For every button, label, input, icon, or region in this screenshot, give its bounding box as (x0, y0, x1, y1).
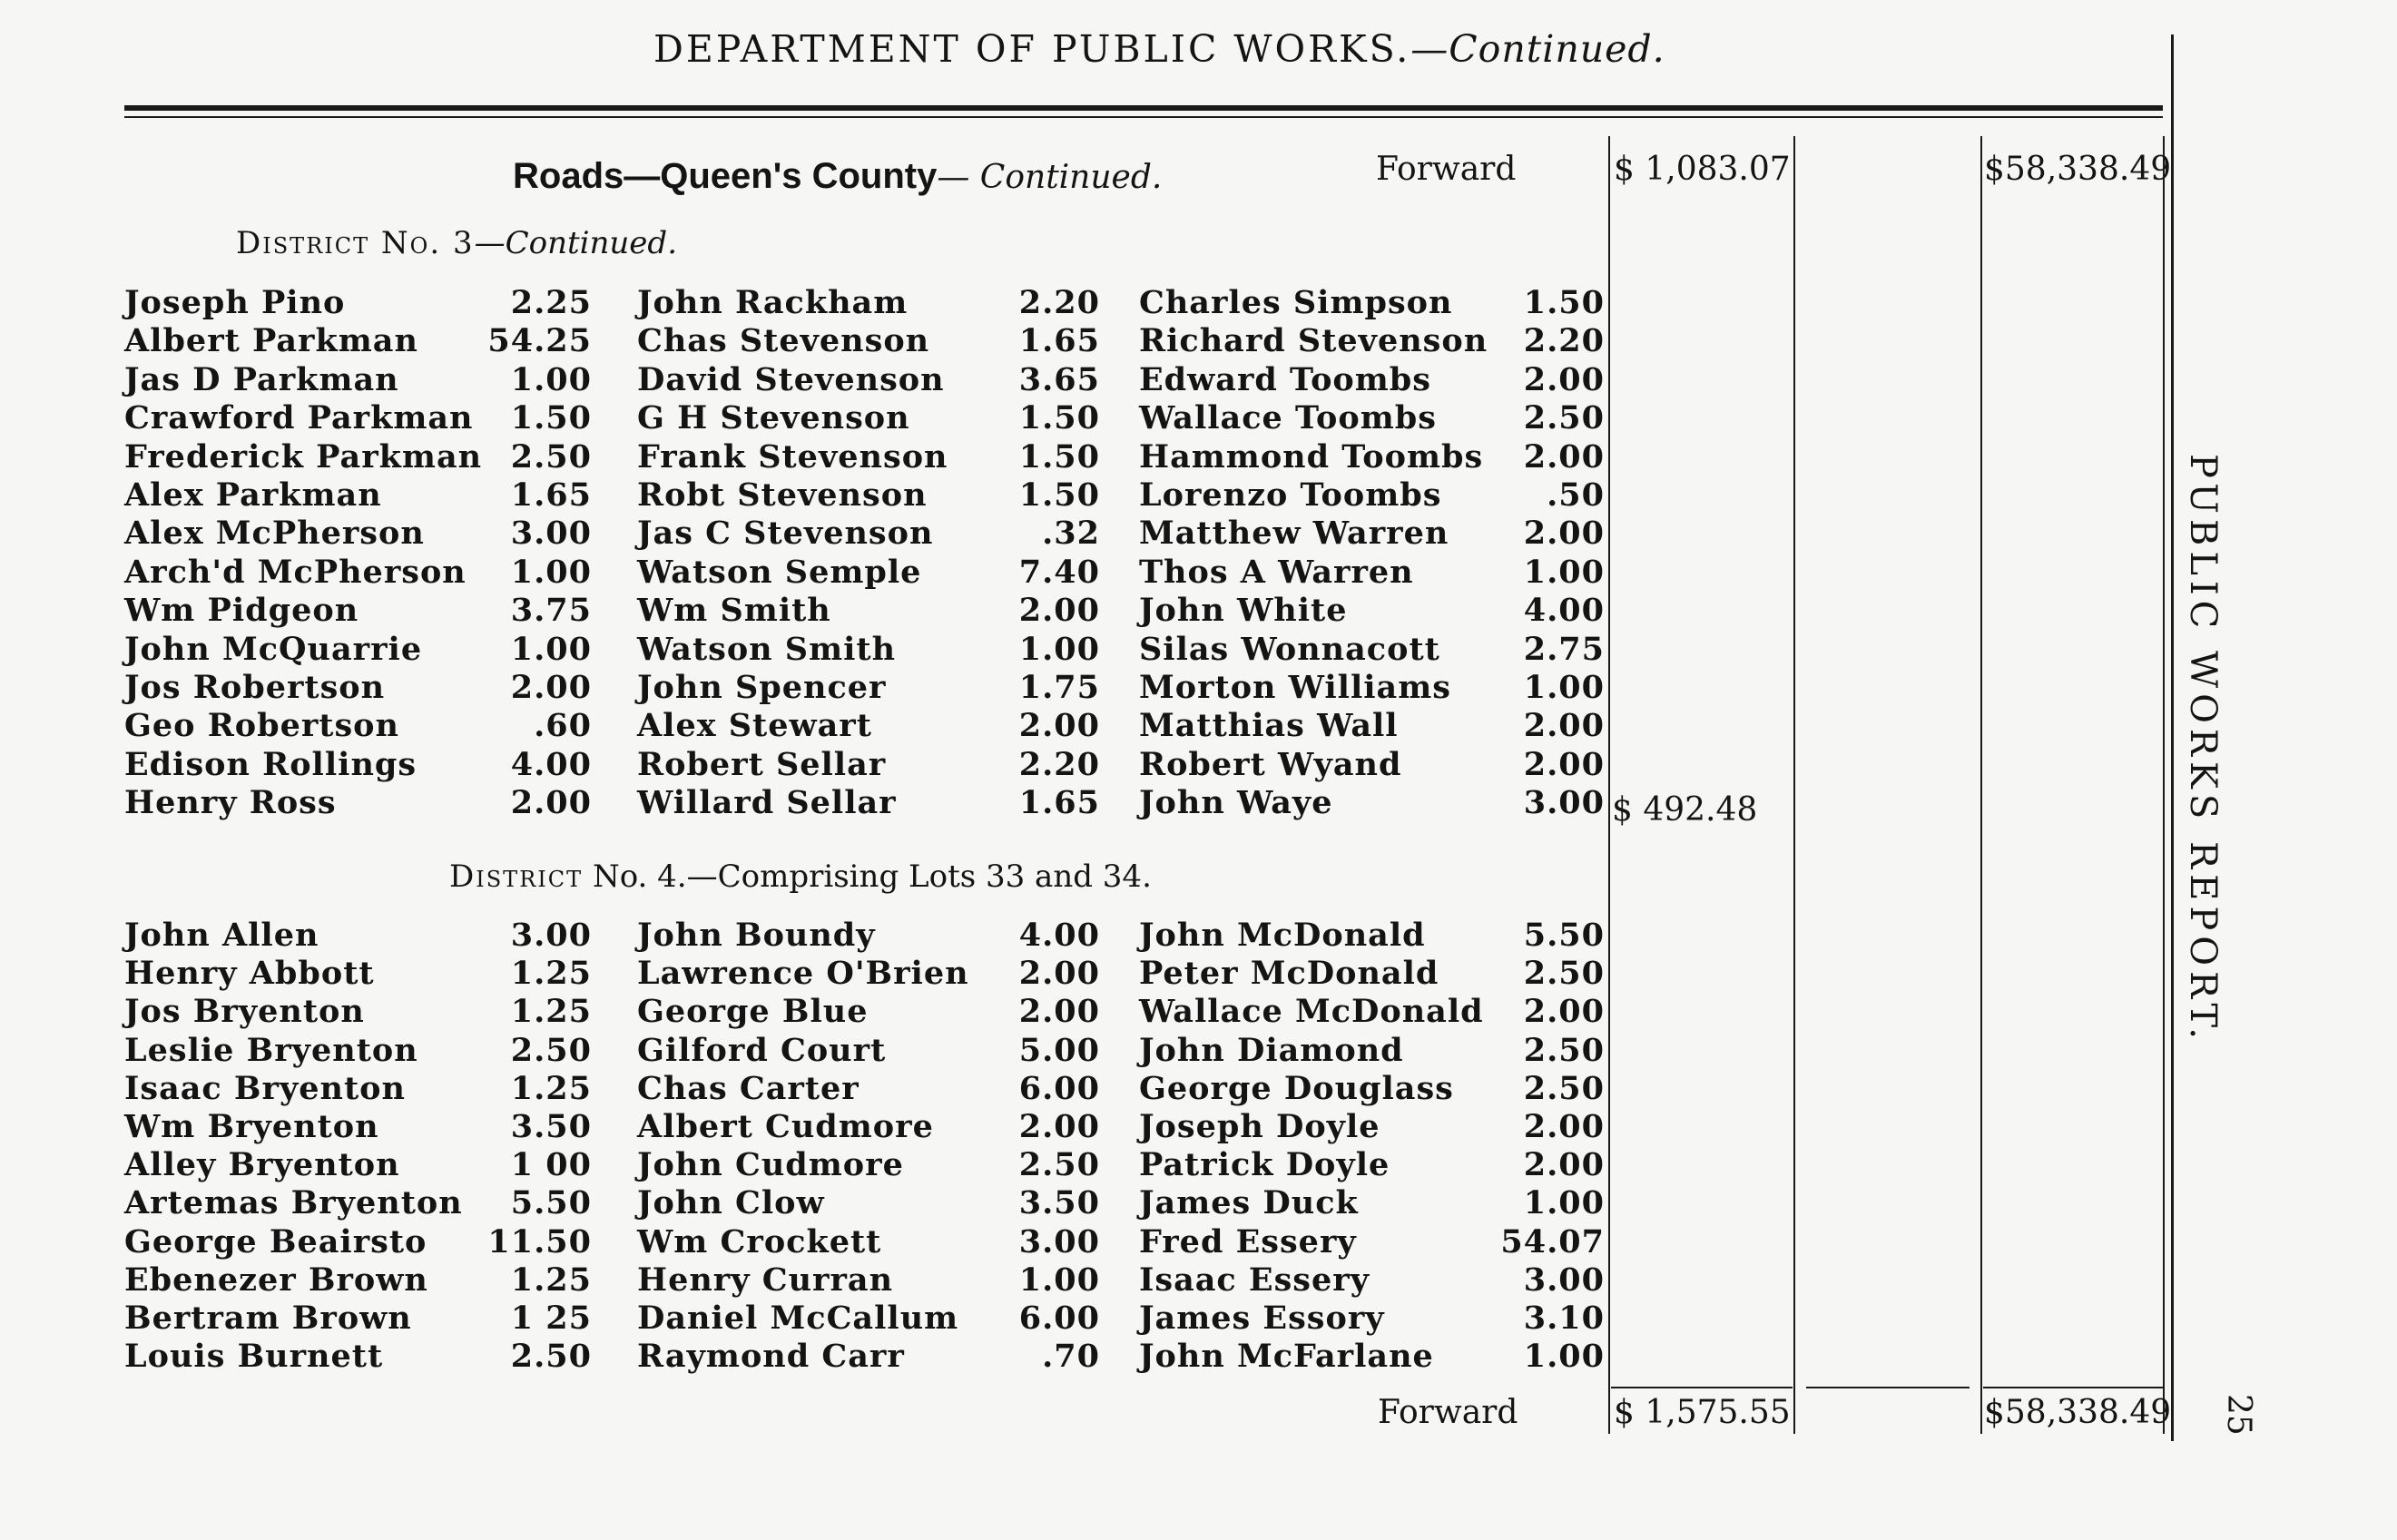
entry-name: Geo Robertson (124, 707, 399, 745)
entry-name: Jos Robertson (124, 669, 386, 706)
entry-amount: 2.00 (1523, 1146, 1605, 1184)
entry-amount: .70 (1042, 1338, 1100, 1376)
entry-amount: 2.00 (1018, 993, 1100, 1031)
entry-name: Jas C Stevenson (637, 515, 934, 553)
entry-amount: 2.50 (1523, 1031, 1605, 1069)
entry-name: Joseph Doyle (1139, 1108, 1380, 1145)
district3-subtotal: $ 492.48 (1612, 791, 1758, 829)
list-item (637, 476, 1100, 515)
entry-name: Frank Stevenson (637, 437, 948, 476)
entry-name: Matthew Warren (1139, 515, 1449, 553)
list-item (124, 955, 592, 993)
entry-name: Wm Crockett (637, 1222, 882, 1260)
entry-amount: 54.25 (487, 322, 592, 360)
entry-name: Hammond Toombs (1139, 437, 1484, 476)
entry-amount: 2.50 (510, 1031, 592, 1069)
list-item (1139, 746, 1605, 784)
list-item (124, 1146, 592, 1184)
entry-name: Henry Ross (124, 784, 337, 822)
entry-name: Lorenzo Toombs (1139, 476, 1442, 514)
entry-amount: 1.25 (510, 955, 592, 993)
list-item (124, 1338, 592, 1376)
entry-name: John Clow (637, 1184, 825, 1222)
entry-name: Albert Cudmore (637, 1108, 934, 1145)
entry-amount: 2.00 (510, 784, 592, 822)
entry-amount: 2.00 (1523, 745, 1605, 783)
entry-name: Richard Stevenson (1139, 322, 1488, 360)
entry-amount: 1.50 (1018, 399, 1100, 437)
entry-amount: 3.00 (1018, 1222, 1100, 1260)
forward-top-label: Forward (1376, 151, 1517, 188)
entry-amount: 1.50 (510, 399, 592, 437)
entry-amount: 2.50 (510, 1338, 592, 1376)
entry-amount: 3.00 (1523, 784, 1605, 822)
side-running-title: PUBLIC WORKS REPORT. (2182, 454, 2224, 1045)
list-item (1139, 554, 1605, 592)
list-item (124, 1070, 592, 1108)
list-item (124, 476, 592, 515)
entry-amount: 2.00 (1523, 993, 1605, 1031)
entry-name: George Douglass (1139, 1069, 1454, 1107)
entry-name: Wallace Toombs (1139, 399, 1437, 437)
entry-name: Henry Abbott (124, 955, 375, 993)
entry-amount: 2.20 (1018, 284, 1100, 321)
entry-amount: 3.50 (510, 1108, 592, 1145)
list-item (124, 669, 592, 707)
list-item (1139, 1108, 1605, 1146)
list-item (637, 707, 1100, 745)
list-item (124, 554, 592, 592)
entry-amount: 2.00 (1523, 360, 1605, 398)
entry-name: Chas Carter (637, 1069, 860, 1107)
total-rule-col2 (1983, 1387, 2163, 1388)
entry-name: John Boundy (637, 917, 876, 954)
entry-amount: 6.00 (1018, 1069, 1100, 1107)
list-item (124, 784, 592, 822)
entry-name: Morton Williams (1139, 669, 1451, 706)
entry-name: Peter McDonald (1139, 955, 1439, 993)
entry-amount: 2.00 (1523, 515, 1605, 553)
list-item (637, 515, 1100, 553)
entry-amount: 1.75 (1018, 669, 1100, 706)
entry-name: Matthias Wall (1139, 707, 1399, 745)
entry-amount: 1.00 (1523, 1338, 1605, 1376)
entry-amount: 2.50 (1523, 399, 1605, 437)
list-item (124, 399, 592, 437)
list-item (124, 515, 592, 553)
entry-amount: 1.00 (1018, 630, 1100, 668)
entry-amount: 2.00 (1523, 1108, 1605, 1145)
list-item (124, 1261, 592, 1300)
entry-name: Wm Smith (637, 592, 831, 630)
entry-name: Jos Bryenton (124, 993, 365, 1031)
section-continued: — Continued. (937, 159, 1163, 196)
list-item (1139, 399, 1605, 437)
list-item (1139, 669, 1605, 707)
entry-name: Crawford Parkman (124, 399, 474, 437)
entry-name: Ebenezer Brown (124, 1260, 428, 1299)
entry-name: Charles Simpson (1139, 284, 1453, 321)
list-item (637, 1223, 1100, 1261)
list-item (637, 1146, 1100, 1184)
entry-amount: 2.20 (1018, 745, 1100, 783)
entry-amount: 3.00 (1523, 1260, 1605, 1299)
entry-name: Patrick Doyle (1139, 1146, 1390, 1184)
district4-heading: District No. 4.—Comprising Lots 33 and 34. (449, 858, 1152, 895)
list-item (124, 917, 592, 955)
list-item (1139, 284, 1605, 322)
list-item (637, 361, 1100, 399)
entry-amount: 2.00 (1018, 955, 1100, 993)
entry-name: Robert Wyand (1139, 745, 1402, 783)
entry-name: John McQuarrie (124, 630, 423, 668)
entry-name: John Allen (124, 917, 319, 954)
list-item (637, 1108, 1100, 1146)
entry-name: Silas Wonnacott (1139, 630, 1440, 668)
entry-amount: 2.00 (1018, 1108, 1100, 1145)
entry-name: Alex McPherson (124, 515, 425, 553)
list-item (1139, 1300, 1605, 1338)
entry-name: Joseph Pino (124, 284, 346, 321)
entry-name: Arch'd McPherson (124, 553, 467, 591)
list-item (1139, 1032, 1605, 1070)
entry-amount: 4.00 (1523, 592, 1605, 630)
list-item (124, 361, 592, 399)
page-border-right (2171, 34, 2174, 1441)
page-number: 25 (2220, 1394, 2257, 1436)
header-continued: —Continued. (1410, 27, 1665, 71)
entry-name: Alley Bryenton (124, 1146, 400, 1184)
list-item (1139, 993, 1605, 1031)
entry-name: Leslie Bryenton (124, 1031, 418, 1069)
entry-amount: 2.00 (510, 669, 592, 706)
entry-name: John White (1139, 592, 1348, 630)
entry-name: Alex Parkman (124, 476, 382, 514)
page-header (653, 27, 1665, 71)
money-col2-right-line (2163, 136, 2165, 1434)
entry-name: Fred Essery (1139, 1222, 1357, 1260)
list-item (637, 993, 1100, 1031)
list-item (637, 284, 1100, 322)
list-item (637, 784, 1100, 822)
entry-name: John McDonald (1139, 917, 1426, 954)
entry-name: G H Stevenson (637, 399, 910, 437)
entry-amount: 54.07 (1500, 1222, 1605, 1260)
entry-name: Daniel McCallum (637, 1300, 959, 1337)
money-col2-left-line (1980, 136, 1982, 1434)
entry-name: James Essory (1139, 1300, 1385, 1337)
entry-name: John Cudmore (637, 1146, 904, 1184)
forward-bottom-label: Forward (1378, 1394, 1518, 1431)
entry-name: Artemas Bryenton (124, 1184, 463, 1222)
list-item (1139, 955, 1605, 993)
entry-amount: 2.50 (510, 437, 592, 476)
entry-amount: 1.50 (1018, 437, 1100, 476)
money-col1-left-line (1608, 136, 1610, 1434)
entry-name: Alex Stewart (637, 707, 872, 745)
list-item (637, 669, 1100, 707)
entry-name: Wallace McDonald (1139, 993, 1484, 1031)
entry-amount: 1.65 (1018, 784, 1100, 822)
list-item (637, 917, 1100, 955)
list-item (1139, 361, 1605, 399)
list-item (637, 1338, 1100, 1376)
entry-amount: 3.00 (510, 917, 592, 954)
header-rule-thick (124, 105, 2163, 111)
entry-amount: 3.10 (1523, 1300, 1605, 1337)
list-item (124, 993, 592, 1031)
entry-name: George Beairsto (124, 1222, 427, 1260)
entry-name: David Stevenson (637, 360, 945, 398)
list-item (124, 322, 592, 360)
list-item (1139, 707, 1605, 745)
entry-amount: .50 (1547, 476, 1605, 514)
list-item (124, 746, 592, 784)
list-item (637, 1300, 1100, 1338)
entry-amount: .60 (534, 707, 592, 745)
list-item (1139, 1338, 1605, 1376)
entry-name: John McFarlane (1139, 1338, 1434, 1376)
list-item (637, 438, 1100, 476)
entry-name: John Diamond (1139, 1031, 1404, 1069)
section-title: Roads—Queen's County— Continued. (513, 156, 1163, 196)
entry-name: Lawrence O'Brien (637, 955, 969, 993)
entry-amount: 11.50 (487, 1222, 592, 1260)
list-item (1139, 1223, 1605, 1261)
list-item (1139, 476, 1605, 515)
entry-amount: 1.00 (510, 553, 592, 591)
entry-name: Isaac Bryenton (124, 1069, 406, 1107)
list-item (637, 746, 1100, 784)
money-col1-right-line (1793, 136, 1795, 1434)
entry-amount: 1.25 (510, 1260, 592, 1299)
entry-amount: 1.50 (1018, 476, 1100, 514)
list-item (637, 592, 1100, 630)
entry-name: Gilford Court (637, 1031, 887, 1069)
entry-amount: 3.75 (510, 592, 592, 630)
list-item (1139, 515, 1605, 553)
forward-top-col2: $58,338.49 (1984, 151, 2172, 188)
list-item (124, 631, 592, 669)
entry-name: Watson Smith (637, 630, 897, 668)
list-item (637, 1070, 1100, 1108)
entry-amount: 1.65 (510, 476, 592, 514)
entry-amount: 5.00 (1018, 1031, 1100, 1069)
entry-amount: .32 (1042, 515, 1100, 553)
list-item (1139, 1184, 1605, 1222)
list-item (124, 1300, 592, 1338)
entry-name: George Blue (637, 993, 869, 1031)
entry-amount: 7.40 (1018, 553, 1100, 591)
entry-amount: 1.00 (1523, 553, 1605, 591)
entry-name: Edison Rollings (124, 745, 418, 783)
list-item (637, 1032, 1100, 1070)
entry-amount: 2.00 (1523, 707, 1605, 745)
entry-amount: 4.00 (1018, 917, 1100, 954)
entry-name: Raymond Carr (637, 1338, 905, 1376)
list-item (1139, 1146, 1605, 1184)
list-item (637, 631, 1100, 669)
list-item (124, 1184, 592, 1222)
list-item (637, 554, 1100, 592)
entry-amount: 2.50 (1523, 1069, 1605, 1107)
entry-name: John Waye (1139, 784, 1333, 822)
entry-name: Chas Stevenson (637, 322, 930, 360)
entry-amount: 2.00 (1018, 707, 1100, 745)
entry-name: Willard Sellar (637, 784, 897, 822)
entry-name: Frederick Parkman (124, 437, 483, 476)
entry-name: John Rackham (637, 284, 909, 321)
entry-amount: 3.65 (1018, 360, 1100, 398)
list-item (124, 1032, 592, 1070)
entry-name: Louis Burnett (124, 1338, 384, 1376)
header-main: DEPARTMENT OF PUBLIC WORKS. (653, 27, 1411, 71)
entry-amount: 3.00 (510, 515, 592, 553)
list-item (637, 399, 1100, 437)
entry-amount: 1.50 (1523, 284, 1605, 321)
district3-heading: District No. 3—Continued. (236, 225, 678, 261)
total-rule-middle (1806, 1387, 1970, 1388)
entry-name: Robt Stevenson (637, 476, 928, 514)
list-item (1139, 592, 1605, 630)
forward-bottom-col2: $58,338.49 (1984, 1394, 2172, 1431)
list-item (124, 438, 592, 476)
forward-bottom-col1: $ 1,575.55 (1614, 1394, 1791, 1431)
list-item (124, 1108, 592, 1146)
entry-amount: 1.00 (1523, 669, 1605, 706)
list-item (1139, 322, 1605, 360)
list-item (1139, 1070, 1605, 1108)
entry-amount: 2.50 (1523, 955, 1605, 993)
entry-name: Wm Bryenton (124, 1108, 379, 1145)
entry-name: Wm Pidgeon (124, 592, 359, 630)
entry-name: Bertram Brown (124, 1300, 412, 1337)
entry-amount: 1.00 (510, 630, 592, 668)
entry-name: John Spencer (637, 669, 887, 706)
entry-amount: 5.50 (1523, 917, 1605, 954)
entry-amount: 1 00 (510, 1146, 592, 1184)
list-item (124, 1223, 592, 1261)
entry-name: Isaac Essery (1139, 1260, 1370, 1299)
entry-amount: 1 25 (510, 1300, 592, 1337)
entry-amount: 2.25 (510, 284, 592, 321)
list-item (1139, 917, 1605, 955)
entry-amount: 2.00 (1018, 592, 1100, 630)
total-rule-col1 (1611, 1387, 1793, 1388)
list-item (1139, 631, 1605, 669)
list-item (124, 707, 592, 745)
entry-name: Edward Toombs (1139, 360, 1431, 398)
entry-amount: 6.00 (1018, 1300, 1100, 1337)
forward-top-col1: $ 1,083.07 (1614, 151, 1791, 188)
entry-name: James Duck (1139, 1184, 1359, 1222)
list-item (637, 1184, 1100, 1222)
entry-amount: 2.20 (1523, 322, 1605, 360)
entry-amount: 1.00 (510, 360, 592, 398)
entry-amount: 1.00 (1523, 1184, 1605, 1222)
list-item (1139, 438, 1605, 476)
entry-name: Henry Curran (637, 1260, 894, 1299)
header-rule-thin (124, 116, 2163, 118)
entry-amount: 1.25 (510, 1069, 592, 1107)
entry-name: Watson Semple (637, 553, 922, 591)
list-item (637, 322, 1100, 360)
entry-amount: 1.00 (1018, 1260, 1100, 1299)
list-item (1139, 1261, 1605, 1300)
entry-amount: 1.25 (510, 993, 592, 1031)
entry-name: Thos A Warren (1139, 553, 1414, 591)
list-item (124, 592, 592, 630)
list-item (124, 284, 592, 322)
entry-amount: 1.65 (1018, 322, 1100, 360)
list-item (1139, 784, 1605, 822)
entry-amount: 2.75 (1523, 630, 1605, 668)
entry-amount: 2.50 (1018, 1146, 1100, 1184)
list-item (637, 955, 1100, 993)
entry-amount: 2.00 (1523, 437, 1605, 476)
entry-amount: 5.50 (510, 1184, 592, 1222)
entry-name: Robert Sellar (637, 745, 887, 783)
entry-name: Jas D Parkman (124, 360, 399, 398)
entry-amount: 4.00 (510, 745, 592, 783)
list-item (637, 1261, 1100, 1300)
entry-name: Albert Parkman (124, 322, 418, 360)
entry-amount: 3.50 (1018, 1184, 1100, 1222)
